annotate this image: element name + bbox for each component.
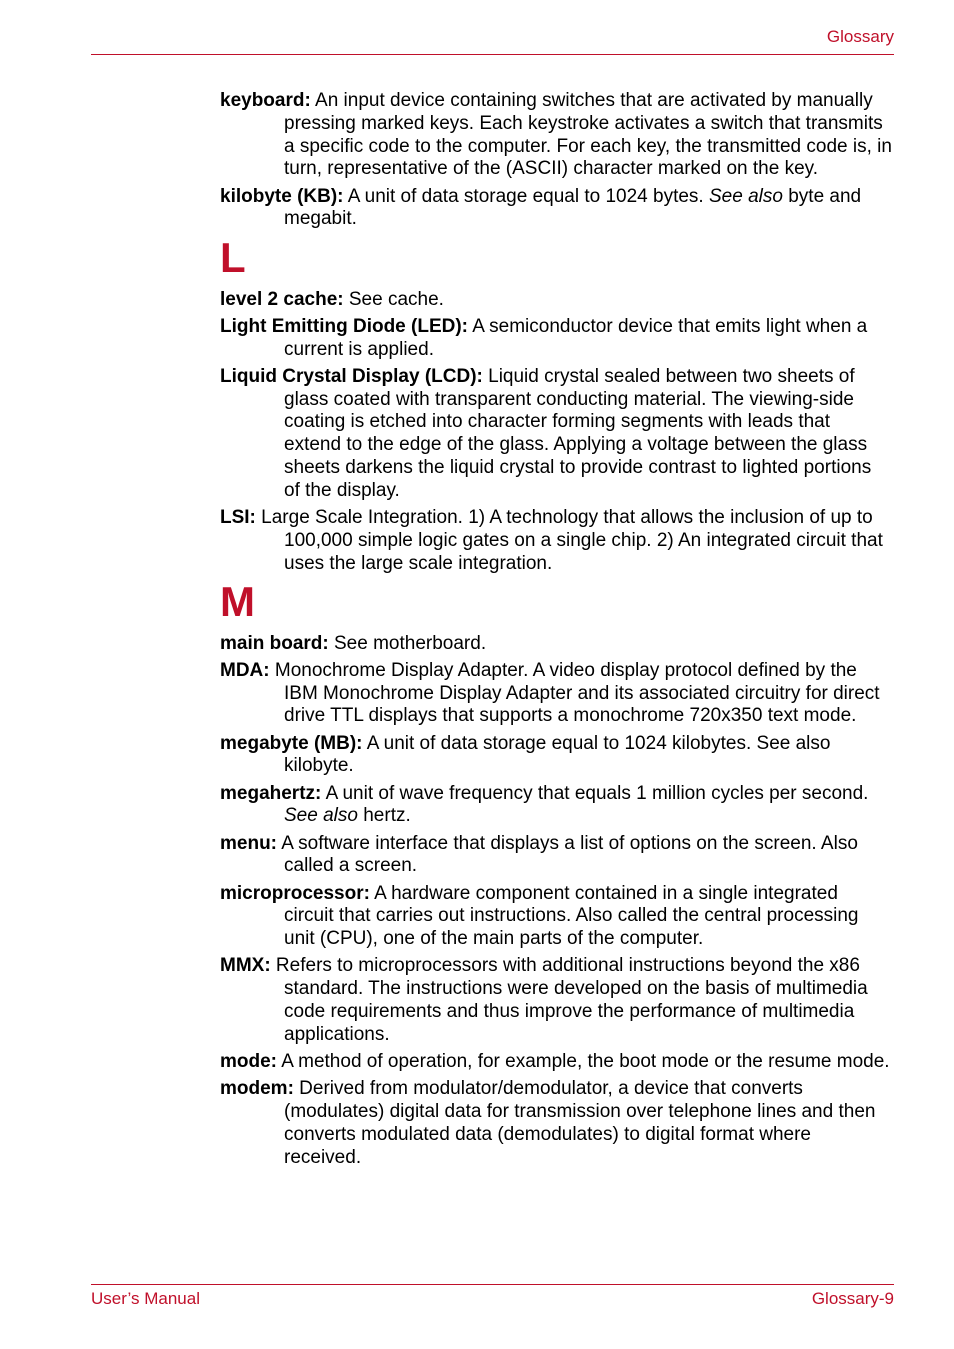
entry-term: MMX: [220,955,271,977]
entry-definition: Liquid crystal sealed between two sheets of glass coated with transparent conducting material. The viewing-side coating is etched into character forming segments with leads that extend to the edge of the glass. Applying a voltage between the glass sheets darkens the liquid crystal to provide contrast to lighted portions of the display. [284,365,872,501]
entry-definition: A semiconductor device that emits light when a current is applied. [284,315,868,360]
entry-term: LSI: [220,506,256,528]
footer-divider [91,1284,894,1285]
entry-definition: A unit of data storage equal to 1024 bytes. [343,185,709,207]
glossary-entry-lsi [220,507,892,575]
section-letter-m: M [220,577,255,625]
glossary-entry-main-board [220,633,892,656]
glossary-entry-microprocessor [220,883,892,951]
entry-term: modem: [220,1078,294,1100]
glossary-entry-lcd [220,366,892,503]
entry-term: megahertz: [220,782,322,804]
entry-definition: See cache. [343,288,444,310]
glossary-entry-level-2-cache [220,289,892,312]
entry-definition: A software interface that displays a list of options on the screen. Also called a screen. [277,832,858,877]
entry-definition: Monochrome Display Adapter. A video display protocol defined by the IBM Monochrome Display Adapter and its associated circuitry for direct drive TTL displays that supports a monochrome 720x350 text mode. [269,659,880,727]
section-letter-l: L [220,233,246,281]
glossary-entry-megabyte [220,733,892,779]
entry-term: main board: [220,632,329,654]
entry-term: Light Emitting Diode (LED): [220,315,469,337]
entry-term: level 2 cache: [220,288,344,310]
entry-definition: Derived from modulator/demodulator, a device that converts (modulates) digital data for transmission over telephone lines and then converts modulated data (demodulates) to digital format where received. [284,1078,876,1168]
entry-term: megabyte (MB): [220,732,363,754]
entry-definition-cont: byte and megabit. [284,185,862,230]
glossary-entry-megahertz [220,783,892,829]
header-divider [91,54,894,55]
glossary-content [220,90,892,1174]
page-header-title: Glossary [826,27,894,46]
entry-term: mode: [220,1050,277,1072]
entry-definition-cont: hertz. [357,805,411,827]
glossary-entry-modem [220,1078,892,1169]
entry-term: MDA: [220,659,270,681]
entry-definition: A method of operation, for example, the boot mode or the resume mode. [277,1050,890,1072]
glossary-entry-mode [220,1051,892,1074]
entry-term: Liquid Crystal Display (LCD): [220,365,483,387]
entry-definition: Refers to microprocessors with additional instructions beyond the x86 standard. The instructions were developed on the basis of multimedia code requirements and thus improve the performance of multimedia applications. [270,955,868,1045]
glossary-entry-keyboard [220,90,892,181]
entry-definition: A hardware component contained in a single integrated circuit that carries out instructions. Also called the central processing unit (CPU), one of the main parts of the computer. [284,882,859,950]
entry-term: kilobyte (KB): [220,185,344,207]
glossary-entry-mda [220,660,892,728]
entry-definition: Large Scale Integration. 1) A technology that allows the inclusion of up to 100,000 simple logic gates on a single chip. 2) An integrated circuit that uses the large scale integration. [255,506,883,574]
see-also-text: See also [284,805,358,827]
glossary-entry-led [220,316,892,362]
entry-definition: A unit of wave frequency that equals 1 million cycles per second. [321,782,869,804]
entry-term: menu: [220,832,277,854]
glossary-entry-kilobyte [220,186,892,232]
entry-term: keyboard: [220,90,311,111]
entry-definition: A unit of data storage equal to 1024 kilobytes. See also kilobyte. [284,732,831,777]
entry-term: microprocessor: [220,882,370,904]
footer-manual-title: User’s Manual [91,1289,200,1308]
entry-definition: An input device containing switches that are activated by manually pressing marked keys. Each keystroke activates a switch that transmits a specific code to the computer. For each key, the transmitted code is, in turn, representative of the (ASCII) character marked on the key. [284,90,892,180]
glossary-entry-mmx [220,955,892,1046]
see-also-text: See also [709,185,783,207]
footer-page-number: Glossary-9 [811,1289,894,1308]
entry-definition: See motherboard. [328,632,487,654]
glossary-entry-menu [220,833,892,879]
